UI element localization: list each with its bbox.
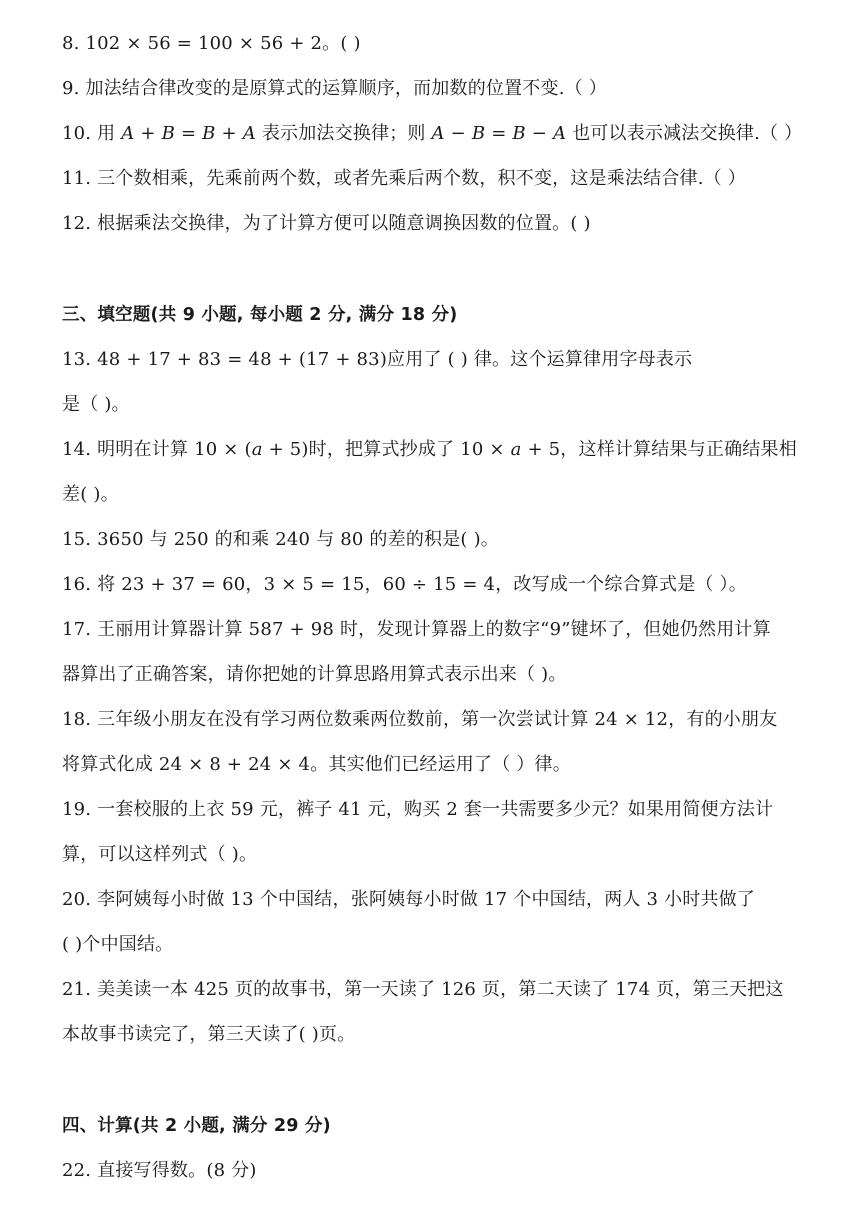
question-20-line-2: ( )个中国结。 [62, 934, 174, 955]
question-21-line-1: 21. 美美读一本 425 页的故事书，第一天读了 126 页，第二天读了 174 页，第三天把这 [62, 979, 784, 1000]
question-19-line-1: 19. 一套校服的上衣 59 元，裤子 41 元，购买 2 套一共需要多少元？如果用简便方法计 [62, 799, 774, 820]
question-10: 10. 用 𝐴 + 𝐵 = 𝐵 + 𝐴 表示加法交换律；则 𝐴 − 𝐵 = 𝐵 − 𝐴 也可以表示减法交换律.（ ） [62, 123, 803, 144]
question-15: 15. 3650 与 250 的和乘 240 与 80 的差的积是( )。 [62, 529, 499, 550]
question-13-line-2: 是（ )。 [62, 394, 130, 415]
question-13-line-1: 13. 48 + 17 + 83 = 48 + (17 + 83)应用了 ( ) 律。这个运算律用字母表示 [62, 349, 693, 370]
question-11: 11. 三个数相乘，先乘前两个数，或者先乘后两个数，积不变，这是乘法结合律.（ ） [62, 168, 746, 189]
question-16: 16. 将 23 + 37 = 60，3 × 5 = 15，60 ÷ 15 = 4，改写成一个综合算式是（ ）。 [62, 574, 747, 595]
question-19-line-2: 算，可以这样列式（ )。 [62, 844, 258, 865]
question-22: 22. 直接写得数。(8 分) [62, 1160, 257, 1181]
question-18-line-1: 18. 三年级小朋友在没有学习两位数乘两位数前，第一次尝试计算 24 × 12，有的小朋友 [62, 709, 778, 730]
section-3-title: 三、填空题(共 9 小题, 每小题 2 分, 满分 18 分) [62, 305, 458, 325]
question-17-line-1: 17. 王丽用计算器计算 587 + 98 时，发现计算器上的数字“9”键坏了，但她仍然用计算 [62, 619, 771, 640]
question-18-line-2: 将算式化成 24 × 8 + 24 × 4。其实他们已经运用了（ ）律。 [62, 754, 571, 775]
question-17-line-2: 器算出了正确答案，请你把她的计算思路用算式表示出来（ )。 [62, 664, 567, 685]
question-12: 12. 根据乘法交换律，为了计算方便可以随意调换因数的位置。( ) [62, 213, 591, 234]
question-21-line-2: 本故事书读完了，第三天读了( )页。 [62, 1024, 356, 1045]
question-8: 8. 102 × 56 = 100 × 56 + 2。( ) [62, 33, 361, 54]
question-14-line-2: 差( )。 [62, 484, 119, 505]
section-4-title: 四、计算(共 2 小题, 满分 29 分) [62, 1116, 331, 1136]
question-14-line-1: 14. 明明在计算 10 × (𝑎 + 5)时，把算式抄成了 10 × 𝑎 + 5，这样计算结果与正确结果相 [62, 439, 797, 460]
question-20-line-1: 20. 李阿姨每小时做 13 个中国结，张阿姨每小时做 17 个中国结，两人 3 小时共做了 [62, 889, 756, 910]
question-9: 9. 加法结合律改变的是原算式的运算顺序，而加数的位置不变.（ ） [62, 78, 607, 99]
